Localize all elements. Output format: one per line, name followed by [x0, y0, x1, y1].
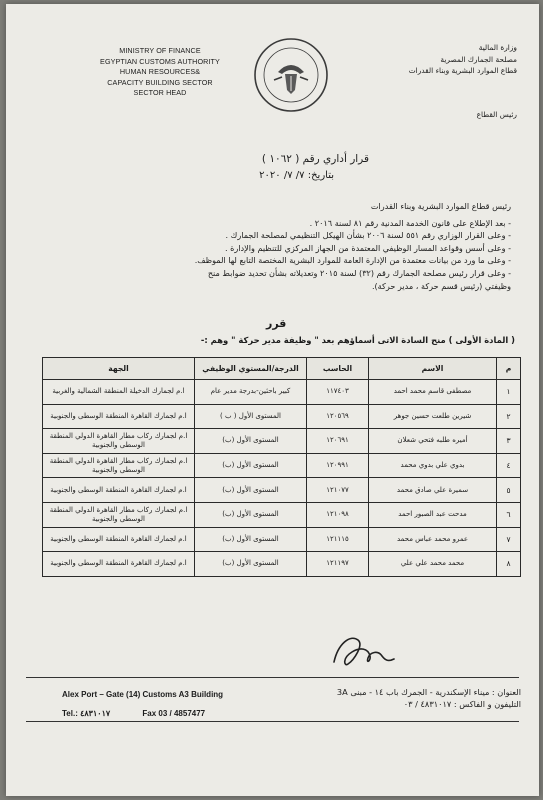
preamble-line: - وعلى ما ورد من بيانات معتمدة من الإدارة العامة للموارد البشرية المختصة التابع لها الموظف.: [194, 255, 511, 266]
cell-id: ١٢٠٩٩١: [307, 453, 369, 478]
cell-name: بدوي علي بدوي محمد: [369, 453, 497, 478]
decree-issuer: رئيس قطاع الموارد البشرية وبناء القدرات: [370, 201, 511, 211]
cell-no: ٦: [497, 502, 521, 527]
letterhead-authority-ar: مصلحة الجمارك المصرية: [440, 54, 517, 64]
cell-grade: المستوى الأول (ب): [195, 453, 307, 478]
letterhead-ministry-ar: وزارة المالية: [478, 43, 517, 52]
footer-divider-top: [26, 677, 519, 678]
preamble-line: وظيفتي (رئيس قسم حركة ، مدير حركة).: [371, 280, 511, 291]
preamble-line: - بعد الإطلاع على قانون الخدمة المدنية رقم ٨١ لسنة ٢٠١٦ .: [309, 217, 511, 228]
cell-no: ١: [497, 380, 521, 405]
letterhead-head: SECTOR HEAD: [133, 88, 187, 98]
decided-heading: قرر: [266, 317, 287, 330]
decree-number: قرار أداري رقم ( ١٠٦٢ ): [261, 153, 369, 165]
english-letterhead: [60, 46, 260, 99]
table-row: [43, 404, 521, 429]
cell-dept: ا.م لجمارك ركاب مطار القاهرة الدولي المنطقة الوسطى والجنوبية: [43, 453, 195, 478]
arabic-letterhead: [367, 42, 517, 120]
footer-divider-bottom: [26, 721, 519, 722]
cell-name: شيرين طلعت حسين جوهر: [369, 404, 497, 429]
cell-dept: ا.م لجمارك ركاب مطار القاهرة الدولي المنطقة الوسطى والجنوبية: [43, 502, 195, 527]
table-header-row: [43, 358, 521, 380]
preamble-line: - وعلى أسس وقواعد المسار الوظيفي المعتمدة من الجهاز المركزي للتنظيم والإدارة .: [224, 242, 511, 253]
cell-dept: ا.م لجمارك القاهرة المنطقة الوسطى والجنوبية: [43, 478, 195, 503]
signature-icon: [328, 626, 398, 674]
cell-grade: المستوى الأول (ب): [195, 552, 307, 577]
cell-id: ١٢١٠٩٨: [307, 502, 369, 527]
footer-fax-en: Fax 03 / 4857477: [142, 709, 206, 718]
col-header-dept: الجهة: [43, 358, 195, 380]
table-row: [43, 527, 521, 552]
appointments-table: [42, 357, 521, 577]
cell-name: عمرو محمد عباس محمد: [369, 527, 497, 552]
cell-grade: كبير باحثين-بدرجة مدير عام: [195, 380, 307, 405]
cell-name: مدحت عبد الصبور احمد: [369, 502, 497, 527]
letterhead-head-ar: رئيس القطاع: [476, 109, 517, 119]
cell-grade: المستوى الأول ( ب ): [195, 404, 307, 429]
letterhead-authority: EGYPTIAN CUSTOMS AUTHORITY: [100, 56, 220, 66]
cell-id: ١١٧٤٠٣: [307, 380, 369, 405]
decree-body: [31, 200, 511, 292]
decree-date: بتاريخ: ٧/ ٧/ ٢٠٢٠: [259, 170, 334, 181]
document-page: [6, 4, 539, 796]
cell-name: مصطفى قاسم محمد احمد: [369, 380, 497, 405]
cell-dept: ا.م لجمارك القاهرة المنطقة الوسطى والجنوبية: [43, 404, 195, 429]
cell-id: ١٢١٠٧٧: [307, 478, 369, 503]
footer-tel-en: Tel.: ٤٨٣١٠١٧: [62, 709, 111, 718]
cell-grade: المستوى الأول (ب): [195, 502, 307, 527]
cell-name: أميره طلبه فتحي شعلان: [369, 429, 497, 454]
preamble-line: - وعلى القرار الوزاري رقم ٥٥١ لسنة ٢٠٠٦ بشأن الهيكل التنظيمي لمصلحة الجمارك .: [225, 230, 511, 241]
footer-arabic: [337, 686, 521, 710]
cell-no: ٨: [497, 552, 521, 577]
cell-name: محمد محمد علي علي: [369, 552, 497, 577]
letterhead-ministry: MINISTRY OF FINANCE: [119, 46, 201, 55]
letterhead-hr: HUMAN RESOURCES&: [119, 67, 201, 77]
cell-no: ٧: [497, 527, 521, 552]
cell-dept: ا.م لجمارك القاهرة المنطقة الوسطى والجنوبية: [43, 527, 195, 552]
footer-address-ar: العنوان : ميناء الإسكندرية - الجمرك باب ١٤ - مبنى 3A: [336, 687, 521, 697]
col-header-grade: الدرجة/المستوي الوظيفي: [195, 358, 307, 380]
col-header-id: الحاسب: [307, 358, 369, 380]
cell-grade: المستوى الأول (ب): [195, 429, 307, 454]
table-row: [43, 453, 521, 478]
cell-no: ٤: [497, 453, 521, 478]
table-row: [43, 429, 521, 454]
letterhead-sector-ar: قطاع الموارد البشرية وبناء القدرات: [408, 66, 517, 75]
cell-no: ٣: [497, 429, 521, 454]
table-row: [43, 502, 521, 527]
col-header-name: الاسم: [369, 358, 497, 380]
cell-no: ٢: [497, 404, 521, 429]
cell-grade: المستوى الأول (ب): [195, 478, 307, 503]
cell-dept: ا.م لجمارك القاهرة المنطقة الوسطى والجنوبية: [43, 552, 195, 577]
cell-grade: المستوى الأول (ب): [195, 527, 307, 552]
col-header-no: م: [497, 358, 521, 380]
table-row: [43, 380, 521, 405]
cell-id: ١٢٠٦٩١: [307, 429, 369, 454]
cell-dept: ا.م لجمارك الدخيلة المنطقة الشمالية والغربية: [43, 380, 195, 405]
table-row: [43, 478, 521, 503]
table-row: [43, 552, 521, 577]
footer-phone-ar: التليفون و الفاكس : ٤٨٣١٠١٧ / ٠٣: [403, 699, 521, 709]
cell-name: سميرة علي صادق محمد: [369, 478, 497, 503]
footer-english: [62, 685, 223, 723]
cell-id: ١٢٠٥٦٩: [307, 404, 369, 429]
letterhead-sector: CAPACITY BUILDING SECTOR: [107, 77, 213, 87]
cell-no: ٥: [497, 478, 521, 503]
cell-dept: ا.م لجمارك ركاب مطار القاهرة الدولي المنطقة الوسطى والجنوبية: [43, 429, 195, 454]
cell-id: ١٢١١١٥: [307, 527, 369, 552]
customs-logo-icon: [252, 36, 330, 114]
cell-id: ١٢١١٩٧: [307, 552, 369, 577]
footer-address-en: Alex Port – Gate (14) Customs A3 Building: [62, 690, 224, 699]
article-one: ( المادة الأولى ) منح السادة الاتى أسماؤهم بعد " وظيفة مدير حركة " وهم :-: [200, 335, 515, 345]
preamble-line: - وعلى قرار رئيس مصلحة الجمارك رقم (٣٢) لسنة ٢٠١٥ وتعديلاته بشأن تحديد ضوابط منح: [207, 267, 511, 278]
